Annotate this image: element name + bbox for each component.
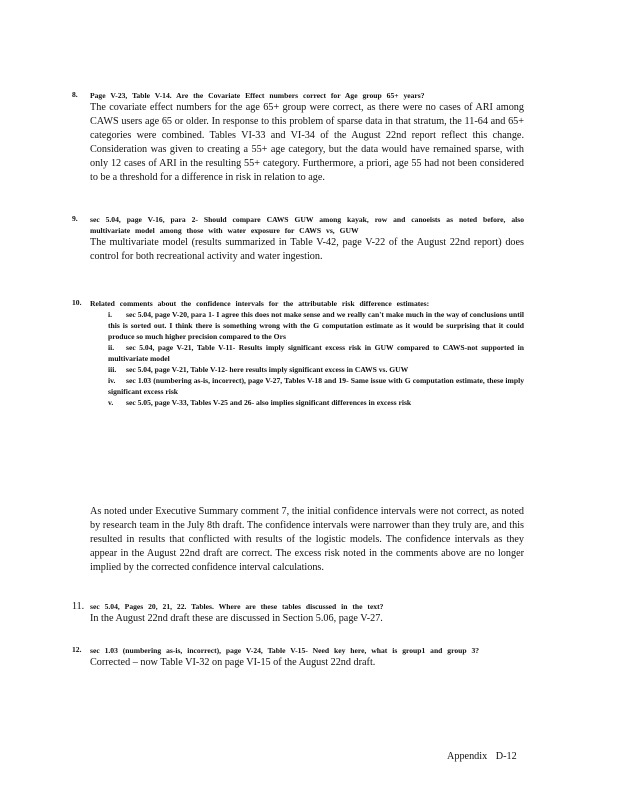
sub-marker: iii. — [108, 365, 117, 374]
item-number: 8. — [72, 90, 78, 99]
sub-comment: v. sec 5.05, page V-33, Tables V-25 and 26- also implies significant differences in excess risk — [108, 398, 412, 407]
reviewer-comment: sec 5.04, Pages 20, 21, 22. Tables. Where are these tables discussed in the text? — [90, 602, 384, 611]
comment-item-8 — [72, 90, 524, 185]
reviewer-comment: Related comments about the confidence intervals for the attributable risk difference estimates: — [90, 299, 430, 308]
sub-marker: i. — [108, 310, 113, 319]
response-text: The multivariate model (results summarized in Table V-42, page V-22 of the August 22nd report) does control for both recreational activity and water ingestion. — [90, 237, 524, 262]
sub-comment: i. sec 5.04, page V-20, para 1- I agree this does not make sense and we really can't make much in the way of conclusions until this is sorted out. I think there is something wrong with the G computation estimate as it would be surprising that it could produce so much higher precision compared to the Ors — [108, 310, 524, 341]
item-number: 11. — [72, 601, 85, 612]
comment-item-12 — [72, 645, 524, 670]
response-text: In the August 22nd draft these are discussed in Section 5.06, page V-27. — [90, 613, 383, 624]
comment-item-10 — [72, 298, 524, 408]
sub-comment-list — [108, 309, 524, 408]
comment-item-9 — [72, 214, 524, 264]
sub-marker: ii. — [108, 343, 115, 352]
item-number: 10. — [72, 298, 82, 307]
response-text: The covariate effect numbers for the age 65+ group were correct, as there were no cases of ARI among CAWS users age 65 or older. In response to this problem of sparse data in that stratum, the 11-64 and 65+ categories were combined. Tables VI-33 and VI-34 of the August 22nd report reflect this change. Consideration was given to creating a 55+ age category, but the data would have remained sparse, with only 12 cases of ARI in the resulting 55+ category. Furthermore, a priori, age 55 had not been considered to be a threshold for a difference in risk in relation to age. — [90, 102, 524, 183]
sub-comment: iv. sec 1.03 (numbering as-is, incorrect), page V-27, Tables V-18 and 19- Same issue with G computation estimate, these imply significant excess risk — [108, 376, 524, 396]
item-number: 9. — [72, 214, 78, 223]
reviewer-comment: Page V-23, Table V-14. Are the Covariate Effect numbers correct for Age group 65+ years? — [90, 91, 425, 100]
comment-item-11 — [72, 601, 524, 626]
reviewer-comment: sec 1.03 (numbering as-is, incorrect), page V-24, Table V-15- Need key here, what is group1 and group 3? — [90, 646, 480, 655]
sub-comment: ii. sec 5.04, page V-21, Table V-11- Results imply significant excess risk in GUW compared to CAWS-not supported in multivariate model — [108, 343, 524, 363]
sub-marker: v. — [108, 398, 114, 407]
sub-marker: iv. — [108, 376, 116, 385]
page-footer: Appendix D-12 — [447, 751, 517, 762]
item-number: 12. — [72, 645, 82, 654]
reviewer-comment: sec 5.04, page V-16, para 2- Should compare CAWS GUW among kayak, row and canoeists as noted before, also multivariate model among those with water exposure for CAWS vs, GUW — [90, 215, 524, 235]
comment-item-10-response — [72, 505, 524, 575]
sub-comment: iii. sec 5.04, page V-21, Table V-12- here results imply significant excess in CAWS vs. GUW — [108, 365, 409, 374]
response-text: Corrected – now Table VI-32 on page VI-15 of the August 22nd draft. — [90, 657, 376, 668]
response-text: As noted under Executive Summary comment 7, the initial confidence intervals were not correct, as noted by research team in the July 8th draft. The confidence intervals were narrower than they truly are, and this resulted in results that conflicted with results of the logistic models. The confidence intervals as they appear in the August 22nd draft are correct. The excess risk noted in the comments above are no longer implied by the corrected confidence interval calculations. — [90, 506, 524, 573]
